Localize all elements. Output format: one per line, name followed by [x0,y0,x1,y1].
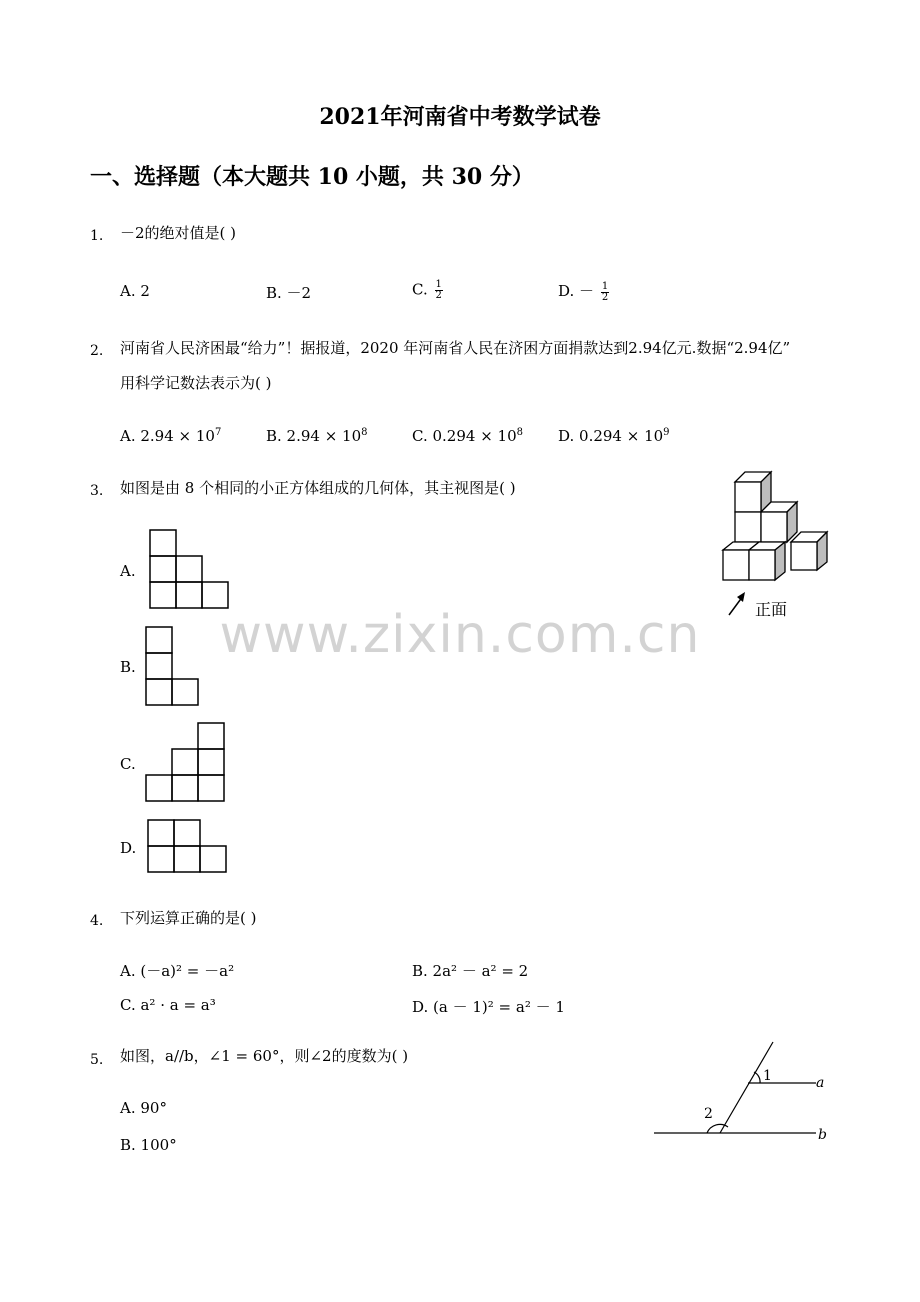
fraction-denominator: 2 [435,290,442,301]
parallel-lines-figure [650,1040,840,1150]
question-text: 下列运算正确的是( ) [120,909,257,927]
option-a[interactable]: A. 90° [120,1099,167,1117]
option-d-label[interactable]: D. [120,839,137,857]
line-b-label: b [818,1127,827,1143]
question-text-line2: 用科学记数法表示为( ) [120,374,272,392]
option-d-prefix: D. － [558,282,595,300]
question-number: 4. [90,913,104,929]
transversal-line [720,1042,773,1133]
front-arrow-icon [729,592,745,615]
option-d[interactable] [558,427,670,445]
option-c-exponent: 8 [516,427,523,438]
cube-front-face [735,512,761,542]
option-c-base: C. 0.294 × 10 [412,427,517,445]
option-a[interactable] [120,427,221,445]
watermark: www.zixin.com.cn [219,605,701,665]
option-b[interactable]: B. －2 [266,284,312,302]
question-number: 5. [90,1052,104,1068]
page-title: 2021年河南省中考数学试卷 [319,104,601,130]
option-d-exponent: 9 [663,427,670,438]
option-b-base: B. 2.94 × 10 [266,427,362,445]
option-b-view[interactable] [146,627,200,707]
option-c-label[interactable]: C. [120,755,136,773]
question-number: 1. [90,228,104,244]
cube-front-face [761,512,787,542]
option-c[interactable] [412,427,523,445]
option-a[interactable]: A. 2 [120,282,150,300]
section-heading: 一、选择题（本大题共 10 小题，共 30 分） [90,164,534,190]
option-c[interactable]: C. a² · a = a³ [120,996,216,1014]
fraction [435,280,443,301]
question-number: 2. [90,343,104,359]
option-a-view[interactable] [150,530,230,610]
option-b-label[interactable]: B. [120,658,136,676]
option-b[interactable] [266,427,368,445]
cube-front-face [749,550,775,580]
option-c-view[interactable] [146,723,226,803]
option-d-view[interactable] [148,820,228,874]
cube-front-face [723,550,749,580]
option-a-exponent: 7 [214,427,222,438]
option-c[interactable] [412,280,443,301]
option-c-prefix: C. [412,280,428,299]
fraction-numerator: 1 [601,280,609,292]
option-b-exponent: 8 [361,427,368,438]
option-d[interactable]: D. (a － 1)² = a² － 1 [412,998,565,1016]
option-a[interactable]: A. (－a)² = －a² [120,962,235,980]
question-number: 3. [90,483,104,499]
option-a-base: A. 2.94 × 10 [120,427,215,445]
cube-front-face [791,542,817,570]
option-a-label[interactable]: A. [120,562,136,580]
line-a-label: a [816,1075,825,1091]
question-text: 如图，a//b，∠1 = 60°，则∠2的度数为( ) [120,1047,409,1065]
cube-front-face [735,482,761,512]
question-text: 如图是由 8 个相同的小正方体组成的几何体，其主视图是( ) [120,479,516,497]
fraction-denominator: 2 [601,291,609,303]
fraction-numerator: 1 [435,279,442,290]
angle-1-label: 1 [763,1068,772,1084]
angle-2-arc [707,1124,728,1133]
option-b[interactable]: B. 100° [120,1136,177,1154]
question-text: －2的绝对值是( ) [120,224,237,242]
figure-label-front: 正面 [755,600,788,619]
option-d[interactable] [558,280,609,303]
question-text-line1: 河南省人民济困最“给力”！据报道，2020 年河南省人民在济困方面捐款达到2.94亿元.数据“2.94亿” [120,339,791,357]
option-b[interactable]: B. 2a² － a² = 2 [412,962,529,980]
option-d-base: D. 0.294 × 10 [558,427,664,445]
angle-2-label: 2 [704,1106,713,1122]
fraction [601,282,609,303]
